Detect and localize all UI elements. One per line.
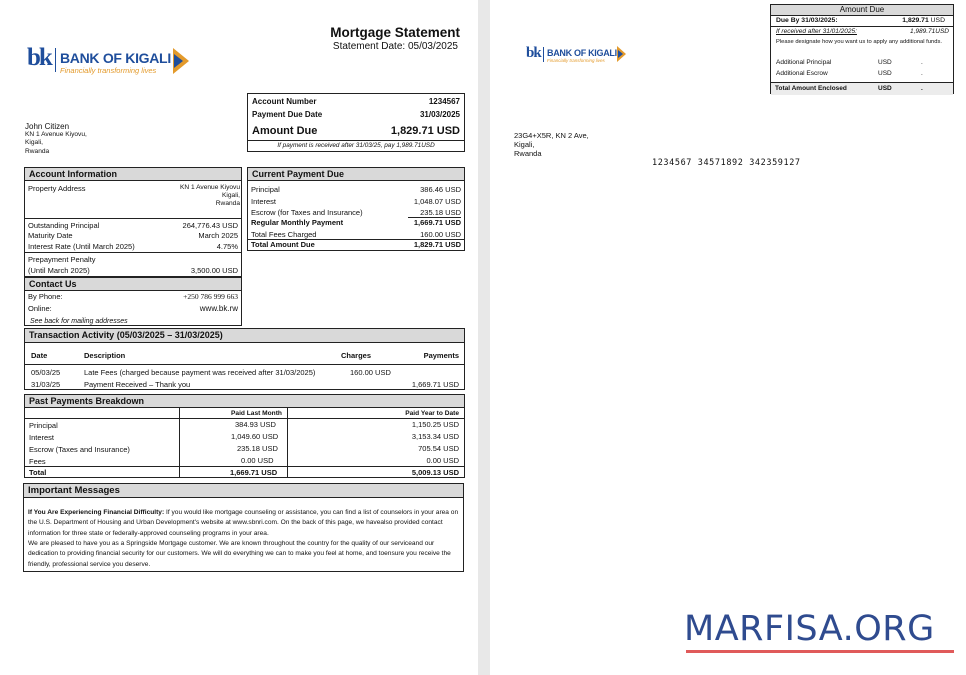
logo-arrow-inner-icon [618,50,623,58]
bank-logo-mark: bk [27,44,51,71]
cp-interest-label: Interest [251,197,277,206]
col-description: Description [84,351,126,360]
prepayment-penalty-period: (Until March 2025) [28,266,90,275]
account-information-box [24,167,242,277]
past-month: 1,049.60 USD [231,432,279,441]
txn-description: Late Fees (charged because payment was received after 31/03/2025) [84,368,316,377]
amount-due-coupon [770,4,954,94]
property-address-line3: Rwanda [215,200,240,207]
important-messages-box [23,483,464,572]
prepayment-penalty: 3,500.00 USD [190,266,238,275]
bank-name: BANK OF KIGALI [547,48,617,58]
coupon-late-amount: 1,989.71USD [909,28,949,35]
online-label: Online: [28,304,52,313]
additional-escrow-currency: USD [878,70,892,77]
maturity-date-label: Maturity Date [28,231,73,240]
bank-tagline: Financially transforming lives [60,66,157,75]
message-body-1: If you would like mortgage counseling or assistance, you can find a list of counselors in your area on the U.S. Department of Housing and Urban Development's website at www.sbnri.com. On the back of this page, we havealso provided contact information for three state or federally-approved counseling programs in your area. [28,509,459,537]
micr-line: 1234567 34571892 342359127 [652,158,801,168]
property-address-line2: Kigali, [222,192,240,199]
account-information-title: Account Information [25,168,241,181]
late-payment-note: If payment is received after 31/03/25, pay 1,989.71USD [277,142,435,149]
txn-date: 05/03/25 [31,368,61,377]
past-month: 235.18 USD [237,444,278,453]
customer-address: KN 1 Avenue Kiyovu, [25,131,87,138]
past-label: Principal [29,421,58,430]
cp-total: 1,829.71 USD [413,240,461,249]
coupon-due-amount-wrap [902,17,945,24]
message-lead: If You Are Experiencing Financial Difficulty: [28,509,165,516]
coupon-due-amount: 1,829.71 [902,17,929,24]
interest-rate-label: Interest Rate (Until March 2025) [28,242,135,251]
outstanding-principal: 264,776.43 USD [182,221,238,230]
message-paragraph-2: We are pleased to have you as a Springside Mortgage customer. We are known throughout the country for the quality of our serviceand our dedication to providing financial security for our customers. We will do everything we can to make you feel at home, and toensure you receive the friendly, professional service you deserve. [28,540,451,568]
past-month: 0.00 USD [241,456,274,465]
past-label: Fees [29,457,46,466]
enclosed-row [771,82,953,95]
past-year: 705.54 USD [418,444,459,453]
customer-name: John Citizen [25,122,70,131]
past-payments-box [24,394,465,478]
past-year: 0.00 USD [426,456,459,465]
contact-us-title: Contact Us [25,278,241,291]
cp-regular-label: Regular Monthly Payment [251,218,344,227]
txn-date: 31/03/25 [31,380,61,389]
txn-description: Payment Received – Thank you [84,380,191,389]
col-charges: Charges [341,351,372,360]
payment-due-label: Payment Due Date [252,110,323,119]
outstanding-principal-label: Outstanding Principal [28,221,100,230]
property-address-line1: KN 1 Avenue Kiyovu [180,184,240,191]
bank-tagline: Financially transforming lives [547,58,605,63]
payment-due-date: 31/03/2025 [419,110,460,119]
cp-principal-label: Principal [251,185,280,194]
additional-principal-label: Additional Principal [776,59,832,66]
past-month: 384.93 USD [235,420,276,429]
additional-principal-currency: USD [878,59,892,66]
total-enclosed-input[interactable]: . [921,85,923,92]
account-number-label: Account Number [252,97,317,106]
amount-due-label: Amount Due [252,125,318,137]
cp-escrow-label: Escrow (for Taxes and Insurance) [251,208,363,217]
cp-interest: 1,048.07 USD [413,197,461,206]
past-year: 5,009.13 USD [411,468,459,477]
maturity-date: March 2025 [198,231,238,240]
cp-fees: 160.00 USD [420,230,461,239]
website-link[interactable]: www.bk.rw [199,304,238,313]
transaction-activity-title: Transaction Activity (05/03/2025 – 31/03/2025) [25,329,464,343]
cp-total-label: Total Amount Due [251,240,315,249]
phone-label: By Phone: [28,292,63,301]
transaction-activity-box [24,328,465,390]
bank-logo-mark: bk [526,45,541,61]
col-date: Date [31,351,48,360]
past-label: Total [29,468,47,477]
col-payments: Payments [423,351,459,360]
col-paid-year-to-date: Paid Year to Date [405,410,459,417]
past-label: Interest [29,433,55,442]
cp-escrow: 235.18 USD [420,208,461,217]
customer-city: Kigali, [25,139,43,146]
additional-escrow-label: Additional Escrow [776,70,828,77]
coupon-title: Amount Due [771,5,953,16]
amount-due: 1,829.71 USD [390,125,460,137]
coupon-due-currency: USD [930,17,945,24]
logo-arrow-inner-icon [174,54,183,68]
past-payments-title: Past Payments Breakdown [25,395,464,408]
remit-address-line2: Kigali, [514,140,535,149]
additional-escrow-input[interactable]: . [921,70,923,77]
watermark-underline [686,650,954,653]
statement-date: Statement Date: 05/03/2025 [332,41,458,52]
property-address-label: Property Address [28,184,86,193]
coupon-instructions: Please designate how you want us to apply any additional funds. [776,39,942,45]
past-year: 3,153.34 USD [411,432,459,441]
remit-address-line3: Rwanda [514,149,542,158]
contact-us-box [24,277,242,326]
coupon-late-label: If received after 31/01/2025: [776,28,857,35]
past-month: 1,669.71 USD [230,468,278,477]
interest-rate: 4.75% [216,242,238,251]
additional-principal-input[interactable]: . [921,59,923,66]
current-payment-title: Current Payment Due [248,168,464,181]
statement-page-coupon [490,0,966,675]
past-year: 1,150.25 USD [411,420,459,429]
txn-charges: 160.00 USD [350,368,391,377]
remit-address-line1: 23G4+X5R, KN 2 Ave, [514,131,589,140]
important-messages-title: Important Messages [24,484,463,498]
bank-name: BANK OF KIGALI [60,50,171,66]
txn-payments: 1,669.71 USD [411,380,459,389]
cp-fees-label: Total Fees Charged [251,230,317,239]
account-summary-box [247,93,465,152]
message-paragraph-1 [28,508,459,539]
cp-regular: 1,669.71 USD [413,218,461,227]
cp-principal: 386.46 USD [420,185,461,194]
current-payment-box [247,167,465,251]
prepayment-penalty-label: Prepayment Penalty [28,255,96,264]
past-label: Escrow (Taxes and Insurance) [29,445,130,454]
account-number: 1234567 [428,97,460,106]
col-paid-last-month: Paid Last Month [231,410,282,417]
total-enclosed-currency: USD [878,85,892,92]
total-enclosed-label: Total Amount Enclosed [775,85,847,92]
statement-title: Mortgage Statement [330,25,460,40]
coupon-due-label: Due By 31/03/2025: [776,17,838,24]
statement-page-front [0,0,478,675]
customer-country: Rwanda [25,148,50,155]
mailing-note: See back for mailing addresses [30,318,128,325]
watermark: MARFISA.ORG [684,609,935,649]
phone-number[interactable]: +250 786 999 663 [183,292,238,301]
